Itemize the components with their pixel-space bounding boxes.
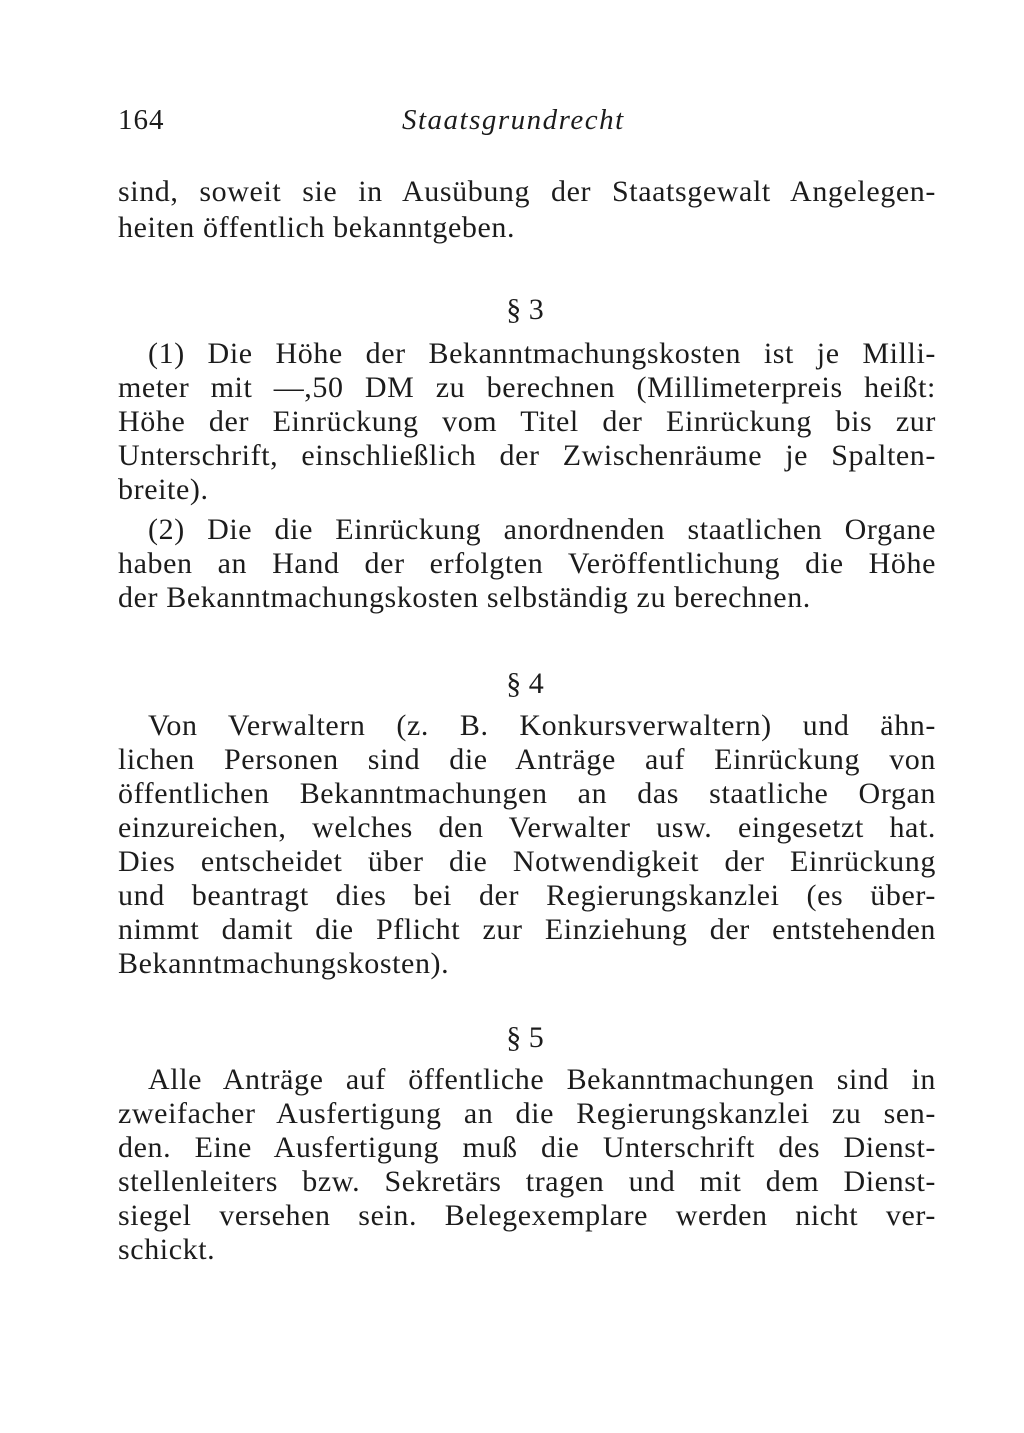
section-heading-3: § 3 — [506, 293, 544, 326]
text-line: (2) Die die Einrückung anordnenden staatlichen Organe — [148, 513, 936, 546]
text-line: Bekanntmachungskosten). — [118, 947, 450, 980]
page-number: 164 — [118, 104, 165, 136]
text-line: öffentlichen Bekanntmachungen an das staatliche Organ — [118, 777, 936, 810]
text-line: Höhe der Einrückung vom Titel der Einrückung bis zur — [118, 405, 936, 438]
text-line: schickt. — [118, 1233, 216, 1266]
text-line: Alle Anträge auf öffentliche Bekanntmachungen sind in — [148, 1063, 936, 1096]
text-line: den. Eine Ausfertigung muß die Unterschrift des Dienst- — [118, 1131, 936, 1164]
text-line: zweifacher Ausfertigung an die Regierungskanzlei zu sen- — [118, 1097, 936, 1130]
text-line: Dies entscheidet über die Notwendigkeit der Einrückung — [118, 845, 936, 878]
text-line: (1) Die Höhe der Bekanntmachungskosten ist je Milli- — [148, 337, 936, 370]
section-heading-4: § 4 — [506, 667, 544, 700]
text-line: siegel versehen sein. Belegexemplare werden nicht ver- — [118, 1199, 936, 1232]
page-header — [118, 104, 936, 144]
text-line: meter mit —,50 DM zu berechnen (Millimeterpreis heißt: — [118, 371, 936, 404]
text-line: Unterschrift, einschließlich der Zwischenräume je Spalten- — [118, 439, 936, 472]
text-line: Von Verwaltern (z. B. Konkursverwaltern) und ähn- — [148, 709, 936, 742]
text-line: breite). — [118, 473, 209, 506]
text-line: lichen Personen sind die Anträge auf Einrückung von — [118, 743, 936, 776]
text-line: haben an Hand der erfolgten Veröffentlichung die Höhe — [118, 547, 936, 580]
text-line: nimmt damit die Pflicht zur Einziehung der entstehenden — [118, 913, 936, 946]
section-heading-5: § 5 — [506, 1021, 544, 1054]
text-line: sind, soweit sie in Ausübung der Staatsgewalt Angelegen- — [118, 175, 936, 208]
text-line: und beantragt dies bei der Regierungskanzlei (es über- — [118, 879, 936, 912]
text-line: stellenleiters bzw. Sekretärs tragen und mit dem Dienst- — [118, 1165, 936, 1198]
running-title: Staatsgrundrecht — [402, 104, 625, 136]
text-line: heiten öffentlich bekanntgeben. — [118, 211, 516, 244]
text-line: einzureichen, welches den Verwalter usw. eingesetzt hat. — [118, 811, 936, 844]
text-line: der Bekanntmachungskosten selbständig zu berechnen. — [118, 581, 811, 614]
